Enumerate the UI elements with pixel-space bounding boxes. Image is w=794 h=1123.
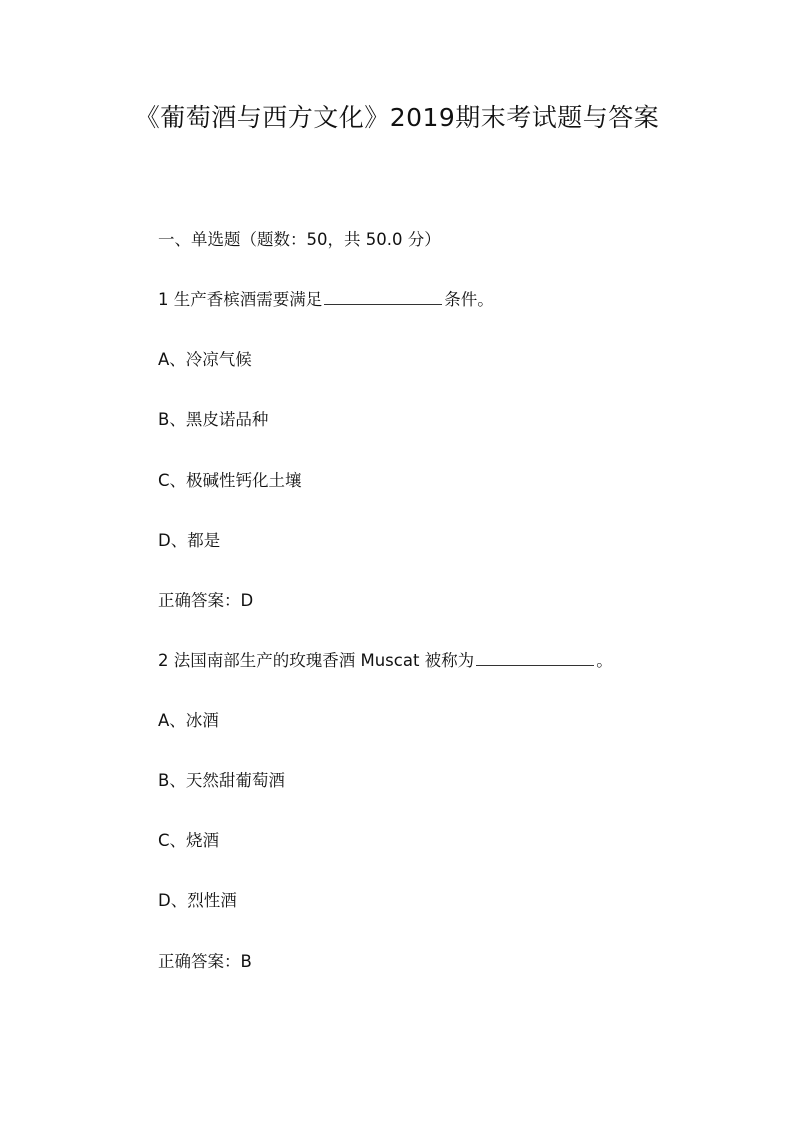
question-2-blank — [476, 649, 594, 666]
question-1-stem-text: 1 生产香槟酒需要满足 — [158, 290, 323, 309]
question-1-option-b: B、黑皮诺品种 — [158, 410, 269, 429]
question-2-stem-suffix: 。 — [596, 651, 613, 670]
question-1-answer: 正确答案：D — [158, 591, 254, 610]
document-title: 《葡萄酒与西方文化》2019期末考试题与答案 — [134, 103, 660, 132]
question-1-option-d: D、都是 — [158, 531, 221, 550]
question-1-stem-suffix: 条件。 — [444, 290, 494, 309]
question-2-stem — [158, 649, 758, 673]
question-2-answer: 正确答案：B — [158, 952, 252, 971]
question-1-option-a: A、冷凉气候 — [158, 350, 252, 369]
question-1-stem — [158, 288, 758, 312]
question-2-option-d: D、烈性酒 — [158, 891, 237, 910]
question-1-blank — [324, 288, 442, 305]
question-2-option-a: A、冰酒 — [158, 711, 219, 730]
question-1-option-c: C、极碱性钙化土壤 — [158, 471, 302, 490]
question-2-stem-text: 2 法国南部生产的玫瑰香酒 Muscat 被称为 — [158, 651, 475, 670]
question-2-option-c: C、烧酒 — [158, 831, 220, 850]
question-2-option-b: B、天然甜葡萄酒 — [158, 771, 285, 790]
section-heading: 一、单选题（题数：50，共 50.0 分） — [158, 230, 441, 249]
